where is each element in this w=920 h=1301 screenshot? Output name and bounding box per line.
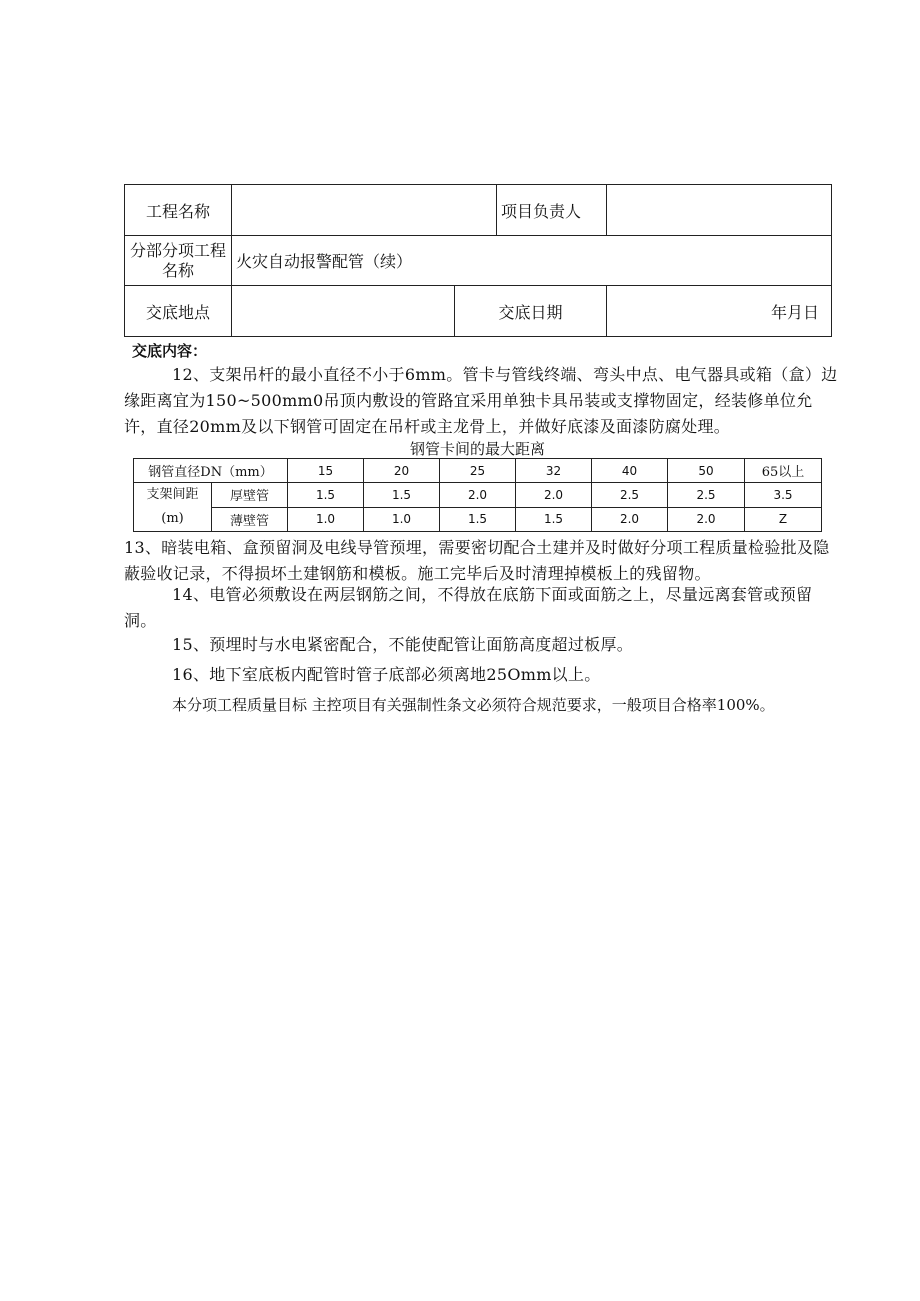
spacing-label [134, 483, 212, 532]
thick-value: 2.5 [592, 483, 668, 508]
thick-value: 3.5 [745, 483, 822, 508]
subproject-value: 火灾自动报警配管（续） [232, 236, 832, 286]
thin-value: Z [745, 507, 822, 532]
diameter-cell: 32 [516, 459, 592, 483]
thick-value: 2.5 [668, 483, 745, 508]
table-title: 钢管卡间的最大距离 [409, 440, 545, 458]
thin-value: 1.5 [440, 507, 516, 532]
quality-goal: 本分项工程质量目标 主控项目有关强制性条文必须符合规范要求，一般项目合格率100%。 [172, 696, 775, 714]
subproject-label-line1: 分部分项工程 [129, 240, 226, 260]
thin-value: 1.5 [516, 507, 592, 532]
paragraph-15: 15、预埋时与水电紧密配合，不能使配管让面筋高度超过板厚。 [172, 635, 634, 654]
thin-value: 2.0 [592, 507, 668, 532]
thin-value: 2.0 [668, 507, 745, 532]
date-value: 年月日 [607, 286, 832, 337]
location-value [232, 286, 455, 337]
spacing-label-line2: (m) [161, 511, 184, 526]
diameter-cell: 15 [288, 459, 364, 483]
date-label: 交底日期 [455, 286, 607, 337]
diameter-cell: 50 [668, 459, 745, 483]
table-header-row [134, 459, 822, 483]
table-row-thin [134, 507, 822, 532]
paragraph-14: 14、电管必须敷设在两层钢筋之间，不得放在底筋下面或面筋之上，尽量远离套管或预留洞。 [124, 585, 813, 630]
thick-value: 1.5 [364, 483, 440, 508]
project-name-label: 工程名称 [125, 185, 232, 236]
manager-label: 项目负责人 [497, 185, 607, 236]
diameter-cell: 20 [364, 459, 440, 483]
diameter-label: 钢管直径DN（mm） [134, 459, 288, 483]
paragraph-12: 12、支架吊杆的最小直径不小于6mm。管卡与管线终端、弯头中点、电气器具或箱（盒）边缘距离宜为150~500mm0吊顶内敷设的管路宜采用单独卡具吊装或支撑物固定，经装修单位允许，直径20mm及以下钢管可固定在吊杆或主龙骨上，并做好底漆及面漆防腐处理。 [124, 365, 838, 436]
spacing-label-line1: 支架间距 [146, 487, 199, 502]
paragraph-13: 13、暗装电箱、盒预留洞及电线导管预埋，需要密切配合土建并及时做好分项工程质量检验批及隐蔽验收记录，不得损坏土建钢筋和模板。施工完毕后及时清理掉模板上的残留物。 [124, 538, 830, 583]
subproject-label-line2: 名称 [161, 260, 194, 280]
manager-value [607, 185, 832, 236]
content-label: 交底内容： [132, 342, 208, 360]
project-name-value [232, 185, 497, 236]
thin-wall-label: 薄壁管 [212, 507, 288, 532]
table-row-thick [134, 483, 822, 508]
diameter-cell: 65以上 [745, 459, 822, 483]
header-table [124, 184, 832, 337]
diameter-cell: 25 [440, 459, 516, 483]
spec-table [133, 458, 822, 532]
location-label: 交底地点 [125, 286, 232, 337]
thick-value: 1.5 [288, 483, 364, 508]
thick-value: 2.0 [516, 483, 592, 508]
subproject-label [125, 236, 232, 286]
diameter-cell: 40 [592, 459, 668, 483]
thick-wall-label: 厚壁管 [212, 483, 288, 508]
thin-value: 1.0 [364, 507, 440, 532]
paragraph-16: 16、地下室底板内配管时管子底部必须离地25Omm以上。 [172, 665, 601, 684]
thin-value: 1.0 [288, 507, 364, 532]
thick-value: 2.0 [440, 483, 516, 508]
